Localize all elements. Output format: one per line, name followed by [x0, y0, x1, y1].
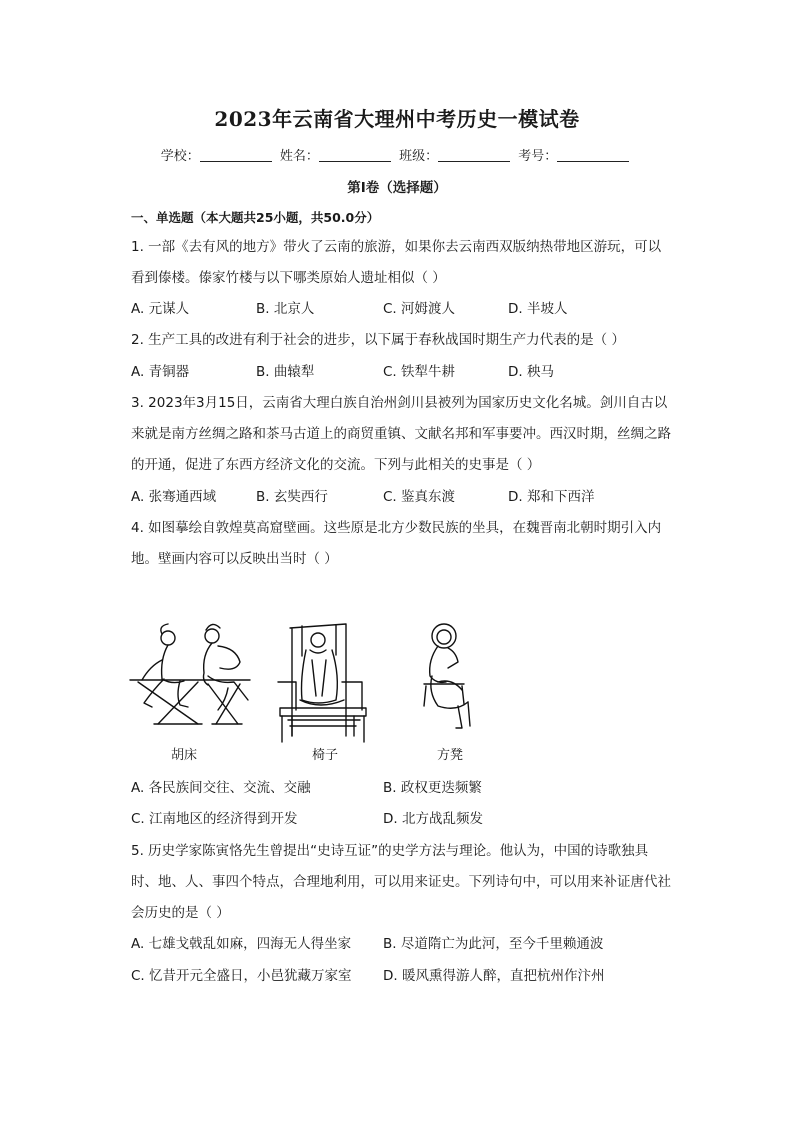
caption-hu-chuang: 胡床	[171, 748, 198, 763]
q5-line-1: 5. 历史学家陈寅恪先生曾提出“史诗互证”的史学方法与理论。他认为，中国的诗歌独具	[131, 843, 649, 859]
exam-no-label: 考号：	[518, 149, 558, 164]
q4-option-a[interactable]: A. 各民族间交往、交流、交融	[131, 780, 311, 796]
school-label: 学校：	[160, 149, 200, 164]
q4-option-d[interactable]: D. 北方战乱频发	[383, 811, 483, 827]
q3-option-b[interactable]: B. 玄奘西行	[256, 489, 328, 505]
q1-option-c[interactable]: C. 河姆渡人	[383, 301, 456, 317]
q1-option-b[interactable]: B. 北京人	[256, 301, 315, 317]
q2-option-a[interactable]: A. 青铜器	[131, 364, 190, 380]
q3-line-1: 3. 2023年3月15日，云南省大理白族自治州剑川县被列为国家历史文化名城。剑川自古以	[131, 395, 668, 411]
name-blank[interactable]	[319, 161, 391, 162]
q5-option-a[interactable]: A. 七雄戈戟乱如麻，四海无人得坐家	[131, 936, 352, 952]
hu-chuang-drawing	[130, 624, 250, 724]
q3-option-d[interactable]: D. 郑和下西洋	[508, 489, 595, 505]
exam-title: 2023年云南省大理州中考历史一模试卷	[214, 107, 580, 131]
q5-option-c[interactable]: C. 忆昔开元全盛日，小邑犹藏万家室	[131, 968, 352, 984]
class-blank[interactable]	[438, 161, 510, 162]
student-info-row	[0, 145, 794, 164]
q1-option-a[interactable]: A. 元谋人	[131, 301, 190, 317]
q2-option-b[interactable]: B. 曲辕犁	[256, 364, 315, 380]
q3-line-3: 的开通，促进了东西方经济文化的交流。下列与此相关的史事是（ ）	[131, 457, 541, 473]
name-label: 姓名：	[279, 149, 319, 164]
q2-option-c[interactable]: C. 铁犁牛耕	[383, 364, 456, 380]
part-header: 一、单选题（本大题共25小题，共50.0分）	[131, 210, 380, 225]
q1-option-d[interactable]: D. 半坡人	[508, 301, 568, 317]
q1-line-2: 看到傣楼。傣家竹楼与以下哪类原始人遗址相似（ ）	[131, 270, 446, 286]
square-stool-drawing	[424, 624, 470, 728]
q5-line-2: 时、地、人、事四个特点，合理地利用，可以用来证史。下列诗句中，可以用来补证唐代社	[131, 874, 671, 890]
q3-option-c[interactable]: C. 鉴真东渡	[383, 489, 456, 505]
q4-line-2: 地。壁画内容可以反映出当时（ ）	[131, 551, 338, 567]
q5-option-b[interactable]: B. 尽道隋亡为此河，至今千里赖通波	[383, 936, 604, 952]
q4-line-1: 4. 如图摹绘自敦煌莫高窟壁画。这些原是北方少数民族的坐具，在魏晋南北朝时期引入内	[131, 520, 662, 536]
q5-option-d[interactable]: D. 暖风熏得游人醉，直把杭州作汴州	[383, 968, 605, 984]
q2-line-1: 2. 生产工具的改进有利于社会的进步，以下属于春秋战国时期生产力代表的是（ ）	[131, 332, 625, 348]
q3-line-2: 来就是南方丝绸之路和茶马古道上的商贸重镇、文献名邦和军事要冲。西汉时期，丝绸之路	[131, 426, 671, 442]
school-blank[interactable]	[200, 161, 272, 162]
chair-drawing	[278, 624, 366, 742]
caption-square-stool: 方凳	[437, 748, 464, 763]
caption-chair: 椅子	[312, 748, 339, 763]
q2-option-d[interactable]: D. 秧马	[508, 364, 554, 380]
q1-line-1: 1. 一部《去有风的地方》带火了云南的旅游，如果你去云南西双版纳热带地区游玩，可以	[131, 239, 662, 255]
q4-option-b[interactable]: B. 政权更迭频繁	[383, 780, 482, 796]
q5-line-3: 会历史的是（ ）	[131, 905, 230, 921]
q4-option-c[interactable]: C. 江南地区的经济得到开发	[131, 811, 298, 827]
class-label: 班级：	[399, 149, 439, 164]
q3-option-a[interactable]: A. 张骞通西域	[131, 489, 217, 505]
exam-no-blank[interactable]	[557, 161, 629, 162]
section-title: 第Ⅰ卷（选择题）	[347, 180, 447, 196]
